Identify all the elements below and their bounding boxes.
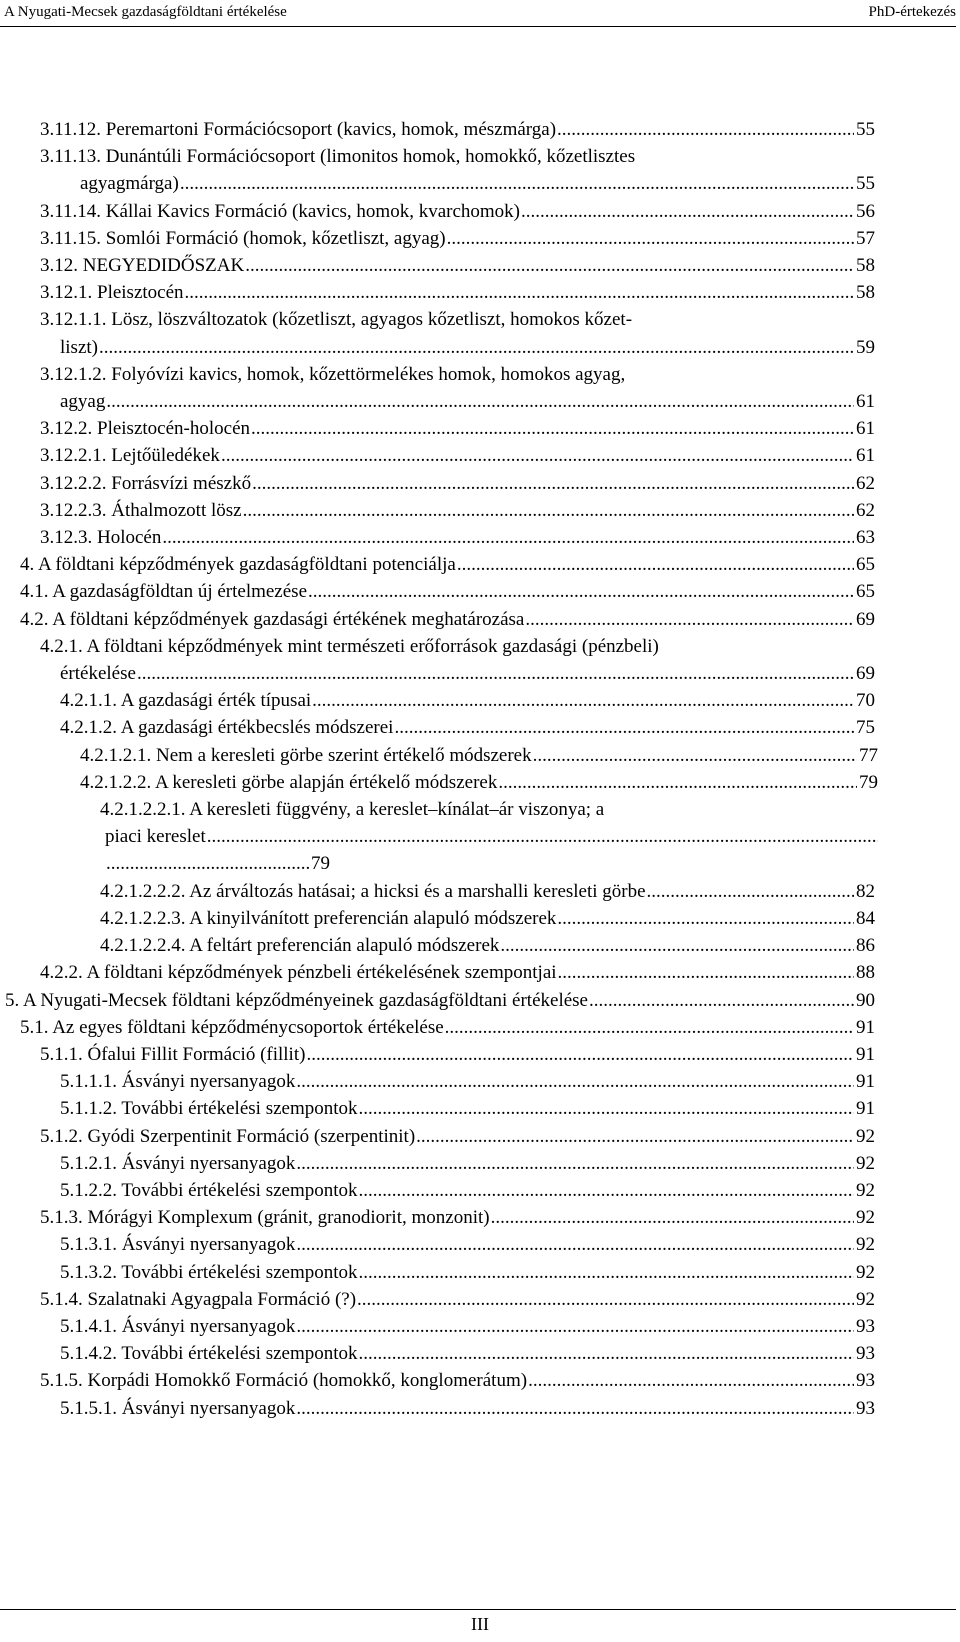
dot-leader [221,442,854,469]
toc-entry-title: 4.2.1.1. A gazdasági érték típusai [60,690,312,712]
toc-page-number: 62 [856,499,875,521]
page-number: III [471,1614,489,1634]
toc-entry[interactable] [0,252,875,279]
toc-entry-title: 4.2.2. A földtani képződmények pénzbeli értékelésének szempontjai [40,962,557,984]
toc-page-number: 65 [856,581,875,603]
toc-page-number: 61 [856,445,875,467]
dot-leader [500,932,854,959]
dot-leader [359,1095,854,1122]
toc-page-number: 58 [856,282,875,304]
dot-leader [296,1313,854,1340]
toc-entry[interactable] [0,1177,875,1204]
toc-page-number: 86 [856,935,875,957]
toc-page-number: 57 [856,227,875,249]
header-title: A Nyugati-Mecsek gazdaságföldtani értékelése [4,4,287,20]
toc-entry[interactable] [0,1313,875,1340]
toc-entry[interactable] [0,143,875,197]
toc-entry-title: értékelése [60,663,136,685]
toc-entry[interactable] [0,1231,875,1258]
toc-entry[interactable] [0,1123,875,1150]
toc-entry-title: 5.1.2. Gyódi Szerpentinit Formáció (szerpentinit) [40,1125,416,1147]
toc-page-number: 93 [856,1315,875,1337]
toc-entry-title: 5.1.5. Korpádi Homokkő Formáció (homokkő, konglomerátum) [40,1370,528,1392]
dot-leader [162,524,854,551]
toc-page-number: 93 [856,1370,875,1392]
toc-page-number: 92 [856,1125,875,1147]
dot-leader [359,1177,854,1204]
toc-entry[interactable] [0,714,875,741]
toc-entry-title: 3.12.1.1. Lösz, löszváltozatok (kőzetliszt, agyagos kőzetliszt, homokos kőzet- [40,309,633,331]
toc-page-number: 56 [856,200,875,222]
dot-leader [394,714,854,741]
toc-page-number: 92 [856,1234,875,1256]
toc-entry-title: 5.1.5.1. Ásványi nyersanyagok [60,1397,296,1419]
dot-leader [312,687,854,714]
toc-page-number: 63 [856,527,875,549]
toc-entry[interactable] [0,959,875,986]
toc-entry-title: 3.12.1.2. Folyóvízi kavics, homok, kőzettörmelékes homok, homokos agyag, [40,363,626,385]
toc-entry[interactable] [0,606,875,633]
toc-entry[interactable] [0,878,875,905]
toc-entry-title: 4.2. A földtani képződmények gazdasági értékének meghatározása [20,608,525,630]
toc-page-number: 70 [856,690,875,712]
toc-entry[interactable] [0,470,875,497]
toc-entry-title: 5.1.3.2. További értékelési szempontok [60,1261,358,1283]
toc-page-number: 92 [856,1288,875,1310]
toc-entry-title: 4.2.1.2.1. Nem a keresleti görbe szerint értékelő módszerek [80,744,532,766]
dot-leader [589,987,854,1014]
dot-leader [308,578,854,605]
toc-page-number: 75 [856,717,875,739]
dot-leader [252,470,854,497]
toc-entry-title: 4.2.1.2.2. A keresleti görbe alapján értékelő módszerek [80,771,498,793]
toc-entry[interactable] [0,742,878,769]
toc-page-number: 61 [856,418,875,440]
toc-entry[interactable] [0,987,875,1014]
dot-leader [557,116,854,143]
toc-entry-title: 5.1.1.1. Ásványi nyersanyagok [60,1071,296,1093]
toc-entry[interactable] [0,1367,875,1394]
toc-page-number: 93 [856,1343,875,1365]
header-doc-type: PhD-értekezés [868,4,956,20]
toc-entry-title: 4.2.1.2.2.3. A kinyilvánított preferencián alapuló módszerek [100,907,557,929]
toc-page-number: 90 [856,989,875,1011]
toc-entry-title: 3.11.15. Somlói Formáció (homok, kőzetliszt, agyag) [40,227,446,249]
toc-entry-title: 4.2.1. A földtani képződmények mint természeti erőforrások gazdasági (pénzbeli) [40,635,659,657]
toc-entry-title: 5.1.4. Szalatnaki Agyagpala Formáció (?) [40,1288,357,1310]
dot-leader [106,388,854,415]
toc-entry-title: 5.1.3.1. Ásványi nyersanyagok [60,1234,296,1256]
dot-leader [137,660,854,687]
dot-leader [457,551,854,578]
toc-page-number: 91 [856,1071,875,1093]
toc-entry[interactable] [0,198,875,225]
toc-page-number: 82 [856,880,875,902]
table-of-contents [0,116,960,1422]
toc-entry-title: 4.1. A gazdaságföldtan új értelmezése [20,581,308,603]
toc-page-number: 93 [856,1397,875,1419]
toc-entry[interactable] [0,497,875,524]
dot-leader [357,1286,854,1313]
toc-entry[interactable] [0,306,875,360]
toc-entry-title: 4.2.1.2.2.4. A feltárt preferencián alapuló módszerek [100,935,500,957]
toc-entry[interactable] [0,578,875,605]
toc-entry-title: 3.11.14. Kállai Kavics Formáció (kavics, homok, kvarchomok) [40,200,520,222]
toc-entry-title: 3.12. NEGYEDIDŐSZAK [40,255,245,277]
toc-entry-title: agyagmárga) [80,173,179,195]
toc-entry[interactable] [0,633,875,687]
dot-leader [245,252,854,279]
toc-entry[interactable] [0,1150,875,1177]
toc-entry[interactable] [0,442,875,469]
dot-leader [447,225,854,252]
toc-page-number: 92 [856,1261,875,1283]
toc-entry-title: 5.1.1.2. További értékelési szempontok [60,1098,358,1120]
toc-page-number: 69 [856,608,875,630]
toc-entry-title: 4. A földtani képződmények gazdaságföldtani potenciálja [20,554,456,576]
toc-entry[interactable] [0,551,875,578]
dot-leader [306,1041,854,1068]
toc-entry-title: piaci kereslet [105,826,206,848]
dot-leader [180,170,854,197]
toc-page-number: 65 [856,554,875,576]
toc-page-number: 61 [856,391,875,413]
toc-entry[interactable] [0,1014,875,1041]
toc-page-number: 92 [856,1179,875,1201]
running-header [0,0,960,28]
toc-entry-title: 5.1.3. Mórágyi Komplexum (gránit, granodiorit, monzonit) [40,1207,490,1229]
toc-entry[interactable] [0,1095,875,1122]
toc-entry[interactable] [0,524,875,551]
toc-entry-title: 5.1.4.2. További értékelési szempontok [60,1343,358,1365]
toc-page-number: 88 [856,962,875,984]
footer-rule [0,1609,956,1610]
dot-leader [533,742,857,769]
toc-entry-title: 3.11.13. Dunántúli Formációcsoport (limonitos homok, homokkő, kőzetlisztes [40,146,636,168]
toc-entry-title: agyag [60,391,106,413]
toc-page-number: 91 [856,1098,875,1120]
toc-page-number: 59 [856,336,875,358]
toc-entry-title: 4.2.1.2. A gazdasági értékbecslés módszerei [60,717,394,739]
dot-leader [359,1259,854,1286]
dot-leader [296,1150,854,1177]
toc-entry-title: 5.1.2.1. Ásványi nyersanyagok [60,1152,296,1174]
dot-leader [498,769,857,796]
toc-entry[interactable] [0,1204,875,1231]
toc-entry[interactable] [0,361,875,415]
dot-leader [528,1367,854,1394]
dot-leader [557,905,854,932]
toc-entry-title: 5.1. Az egyes földtani képződménycsoportok értékelése [20,1016,444,1038]
dot-leader [416,1123,854,1150]
toc-entry-title: 5.1.4.1. Ásványi nyersanyagok [60,1315,296,1337]
toc-page-number: 79 [859,771,878,793]
toc-entry[interactable] [0,415,875,442]
dot-leader [106,850,309,877]
toc-page-number: 77 [859,744,878,766]
toc-entry-title: 3.12.3. Holocén [40,527,162,549]
dot-leader [296,1231,854,1258]
toc-entry-title: liszt) [60,336,98,358]
dot-leader [296,1395,854,1422]
toc-entry[interactable] [0,769,878,796]
header-rule [0,26,956,27]
dot-leader [243,497,854,524]
toc-page-number: 62 [856,472,875,494]
dot-leader [251,415,854,442]
toc-page-number: 55 [856,173,875,195]
toc-entry-title: 3.12.2.3. Áthalmozott lösz [40,499,242,521]
toc-page-number: 92 [856,1207,875,1229]
toc-entry-title: 4.2.1.2.2.1. A keresleti függvény, a kereslet–kínálat–ár viszonya; a [100,799,605,821]
toc-page-number: 91 [856,1043,875,1065]
dot-leader [99,334,854,361]
dot-leader [558,959,854,986]
dot-leader [525,606,854,633]
toc-entry-title: 5.1.1. Ófalui Fillit Formáció (fillit) [40,1043,306,1065]
toc-entry-title: 4.2.1.2.2.2. Az árváltozás hatásai; a hicksi és a marshalli keresleti görbe [100,880,646,902]
toc-entry[interactable] [0,687,875,714]
toc-entry[interactable] [0,116,875,143]
toc-entry-title: 5. A Nyugati-Mecsek földtani képződményeinek gazdaságföldtani értékelése [5,989,588,1011]
toc-entry[interactable] [0,279,875,306]
toc-entry[interactable] [0,1041,875,1068]
toc-page-number: 79 [311,853,330,875]
dot-leader [491,1204,854,1231]
toc-page-number: 92 [856,1152,875,1174]
toc-entry[interactable] [0,1259,875,1286]
dot-leader [207,823,878,850]
toc-entry[interactable] [0,1068,875,1095]
toc-entry-title: 3.12.2.2. Forrásvízi mészkő [40,472,252,494]
dot-leader [296,1068,854,1095]
toc-page-number: 84 [856,907,875,929]
toc-entry-title: 3.11.12. Peremartoni Formációcsoport (kavics, homok, mészmárga) [40,119,557,140]
toc-entry[interactable] [0,225,875,252]
toc-entry[interactable] [0,1340,875,1367]
toc-page-number: 69 [856,663,875,685]
dot-leader [647,878,854,905]
toc-page-number: 91 [856,1016,875,1038]
toc-entry[interactable] [0,1395,875,1422]
toc-entry-title: 5.1.2.2. További értékelési szempontok [60,1179,358,1201]
dot-leader [359,1340,854,1367]
toc-page-number: 58 [856,255,875,277]
dot-leader [521,198,854,225]
dot-leader [445,1014,854,1041]
toc-entry[interactable] [0,796,878,878]
toc-entry[interactable] [0,905,875,932]
toc-entry[interactable] [0,1286,875,1313]
toc-entry-title: 3.12.2.1. Lejtőüledékek [40,445,220,467]
dot-leader [185,279,854,306]
toc-entry-title: 3.12.1. Pleisztocén [40,282,184,304]
toc-entry[interactable] [0,932,875,959]
toc-page-number: 55 [856,119,875,140]
toc-entry-title: 3.12.2. Pleisztocén-holocén [40,418,251,440]
